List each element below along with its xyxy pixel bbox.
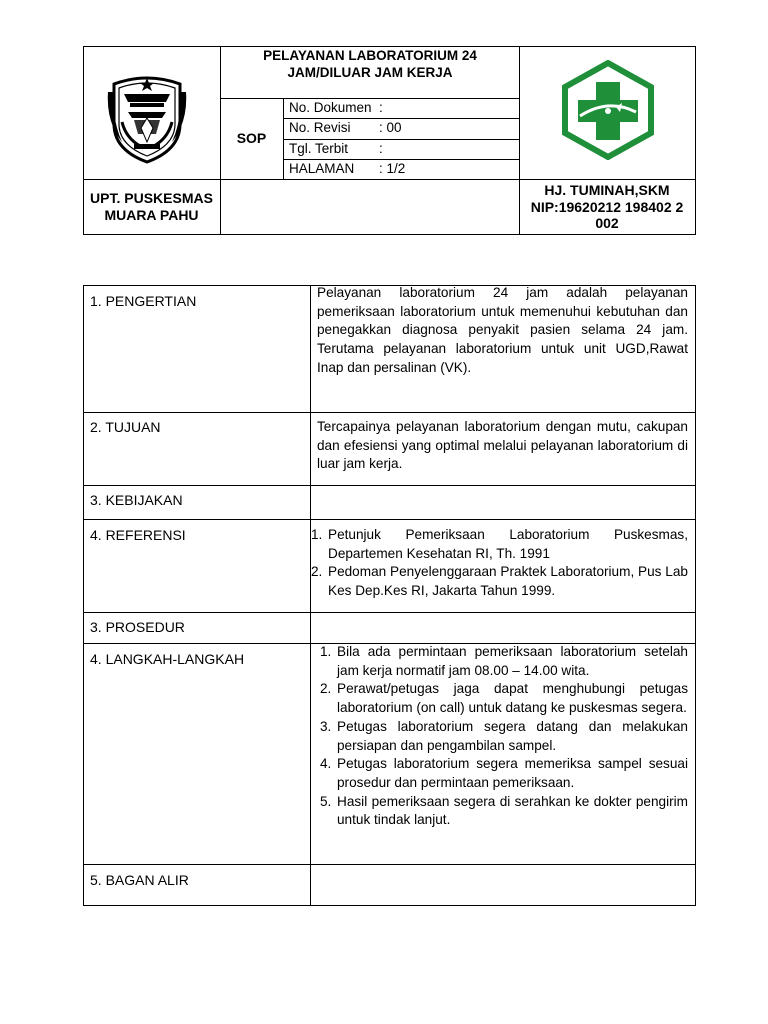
list-item: 3. Petugas laboratorium segera datang dan melakukan persiapan dan pengambilan sampel. xyxy=(320,718,688,753)
meta-value-document-number: : xyxy=(379,100,383,115)
list-item: 4. Petugas laboratorium segera memeriksa sampel sesuai prosedur dan permintaan pemeriksaan. xyxy=(320,756,688,790)
section-label-tujuan: 2. TUJUAN xyxy=(90,419,161,435)
step-text: Petugas laboratorium segera datang dan melakukan persiapan dan pengambilan sampel. xyxy=(337,718,688,753)
meta-label-page: HALAMAN xyxy=(289,161,355,176)
sop-label: SOP xyxy=(236,130,267,146)
meta-label-issue-date: Tgl. Terbit xyxy=(289,141,349,156)
section-label-kebijakan: 3. KEBIJAKAN xyxy=(90,492,183,508)
list-item: 1. Bila ada permintaan pemeriksaan laboratorium setelah jam kerja normatif jam 08.00 – 14.00 wita. xyxy=(320,644,688,678)
head-name: HJ. TUMINAH,SKM xyxy=(544,182,670,198)
list-item: 2. Perawat/petugas jaga dapat menghubungi petugas laboratorium (on call) untuk datang ke puskesmas segera. xyxy=(320,681,688,716)
section-label-bagan-alir: 5. BAGAN ALIR xyxy=(90,872,189,888)
title-line-1: PELAYANAN LABORATORIUM 24 xyxy=(263,48,477,63)
section-text-tujuan: Tercapainya pelayanan laboratorium dengan mutu, cakupan dan efesiensi yang optimal melalui pelayanan laboratorium di luar jam kerja. xyxy=(317,419,688,472)
step-text: Petugas laboratorium segera memeriksa sampel sesuai prosedur dan permintaan pemeriksaan. xyxy=(337,756,688,790)
step-text: Bila ada permintaan pemeriksaan laboratorium setelah jam kerja normatif jam 08.00 – 14.00 wita. xyxy=(337,644,688,678)
step-text: Hasil pemeriksaan segera di serahkan ke dokter pengirim untuk tindak lanjut. xyxy=(337,793,688,828)
steps-list xyxy=(320,643,688,830)
reference-list xyxy=(311,526,688,601)
organization-name xyxy=(83,190,220,224)
meta-value-revision: : 00 xyxy=(379,120,402,135)
head-nip-line-2: 002 xyxy=(595,215,619,231)
reference-text: Petunjuk Pemeriksaan Laboratorium Puskesmas, Departemen Kesehatan RI, Th. 1991 xyxy=(328,527,688,561)
meta-label-revision: No. Revisi xyxy=(289,120,351,135)
section-label-prosedur: 3. PROSEDUR xyxy=(90,619,185,635)
list-item: 1. Petunjuk Pemeriksaan Laboratorium Puskesmas, Departemen Kesehatan RI, Th. 1991 xyxy=(311,527,688,561)
head-nip-line-1: NIP:19620212 198402 2 xyxy=(530,198,684,215)
list-item: 2. Pedoman Penyelenggaraan Praktek Laboratorium, Pus Lab Kes Dep.Kes RI, Jakarta Tahun 1999. xyxy=(311,564,688,599)
reference-text: Pedoman Penyelenggaraan Praktek Laboratorium, Pus Lab Kes Dep.Kes RI, Jakarta Tahun 1999. xyxy=(328,564,688,599)
section-label-langkah-langkah: 4. LANGKAH-LANGKAH xyxy=(90,651,245,667)
meta-value-page: : 1/2 xyxy=(379,161,406,176)
step-text: Perawat/petugas jaga dapat menghubungi petugas laboratorium (on call) untuk datang ke puskesmas segera. xyxy=(337,681,688,716)
meta-value-issue-date: : xyxy=(379,141,383,156)
organization-line-2: MUARA PAHU xyxy=(104,207,199,223)
meta-label-document-number: No. Dokumen xyxy=(289,100,372,115)
section-label-pengertian: 1. PENGERTIAN xyxy=(90,293,197,309)
organization-line-1: UPT. PUSKESMAS xyxy=(90,190,213,206)
section-label-referensi: 4. REFERENSI xyxy=(90,527,186,543)
title-line-2: JAM/DILUAR JAM KERJA xyxy=(287,65,453,80)
head-signatory xyxy=(519,182,695,232)
puskesmas-cross-icon xyxy=(560,60,656,160)
document-title xyxy=(220,47,520,81)
section-text-pengertian: Pelayanan laboratorium 24 jam adalah pelayanan pemeriksaan laboratorium untuk memenuhui kebutuhan dan penegakkan diagnosa penyakit pasien selama 24 jam. Terutama pelayanan laboratorium untuk unit UGD,Rawat Inap dan persalinan (VK). xyxy=(317,285,688,375)
list-item: 5. Hasil pemeriksaan segera di serahkan ke dokter pengirim untuk tindak lanjut. xyxy=(320,793,688,828)
regency-emblem-icon xyxy=(104,72,190,164)
